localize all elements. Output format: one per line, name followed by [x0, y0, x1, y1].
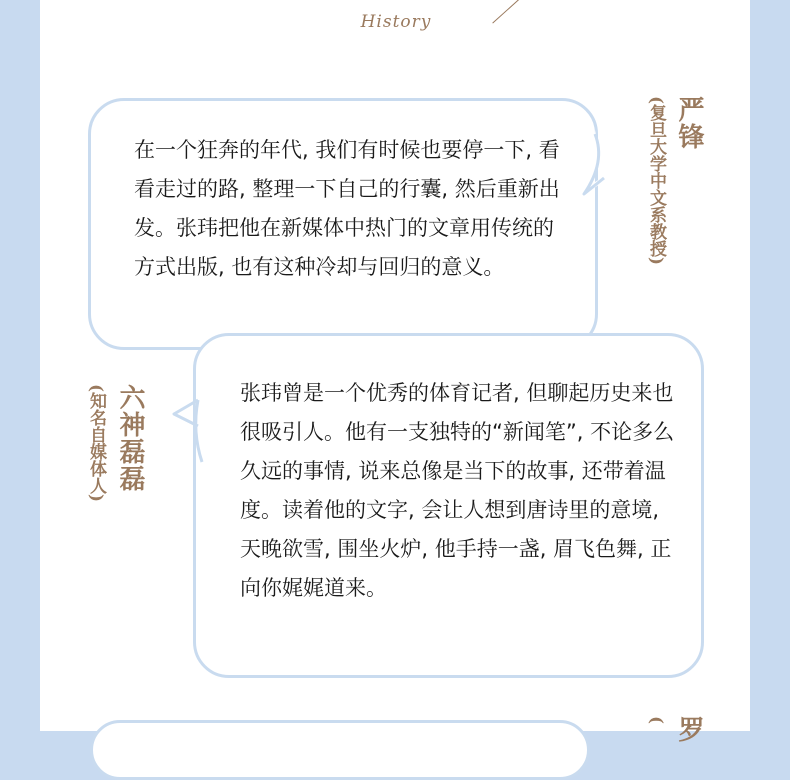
quote-bubble-1 — [88, 98, 598, 350]
quote-bubble-3 — [90, 720, 590, 780]
author-name-1: 严锋 — [674, 96, 704, 150]
author-name-2: 六神磊磊 — [115, 384, 145, 492]
section-header: History — [360, 12, 432, 32]
author-title-2: (知名自媒体人) — [86, 384, 106, 503]
bubble-tail-left — [172, 396, 212, 466]
author-title-3: ( — [646, 716, 666, 725]
quote-text-1: 在一个狂奔的年代, 我们有时候也要停一下, 看看走过的路, 整理一下自己的行囊, 然后重新出发。张玮把他在新媒体中热门的文章用传统的方式出版, 也有这种冷却与回归的意义。 — [134, 138, 560, 279]
quote-text-2: 张玮曾是一个优秀的体育记者, 但聊起历史来也很吸引人。他有一支独特的“新闻笔”, 不论多么久远的事情, 说来总像是当下的故事, 还带着温度。读着他的文字, 会让人想到唐诗里的意境, 天晚欲雪, 围坐火炉, 他手持一盏, 眉飞色舞, 正向你娓娓道来。 — [240, 381, 675, 600]
author-name-3: 罗 — [674, 716, 704, 743]
author-title-1: (复旦大学中文系教授) — [646, 96, 666, 266]
quote-bubble-2 — [193, 333, 704, 678]
bubble-tail-right — [580, 124, 620, 204]
